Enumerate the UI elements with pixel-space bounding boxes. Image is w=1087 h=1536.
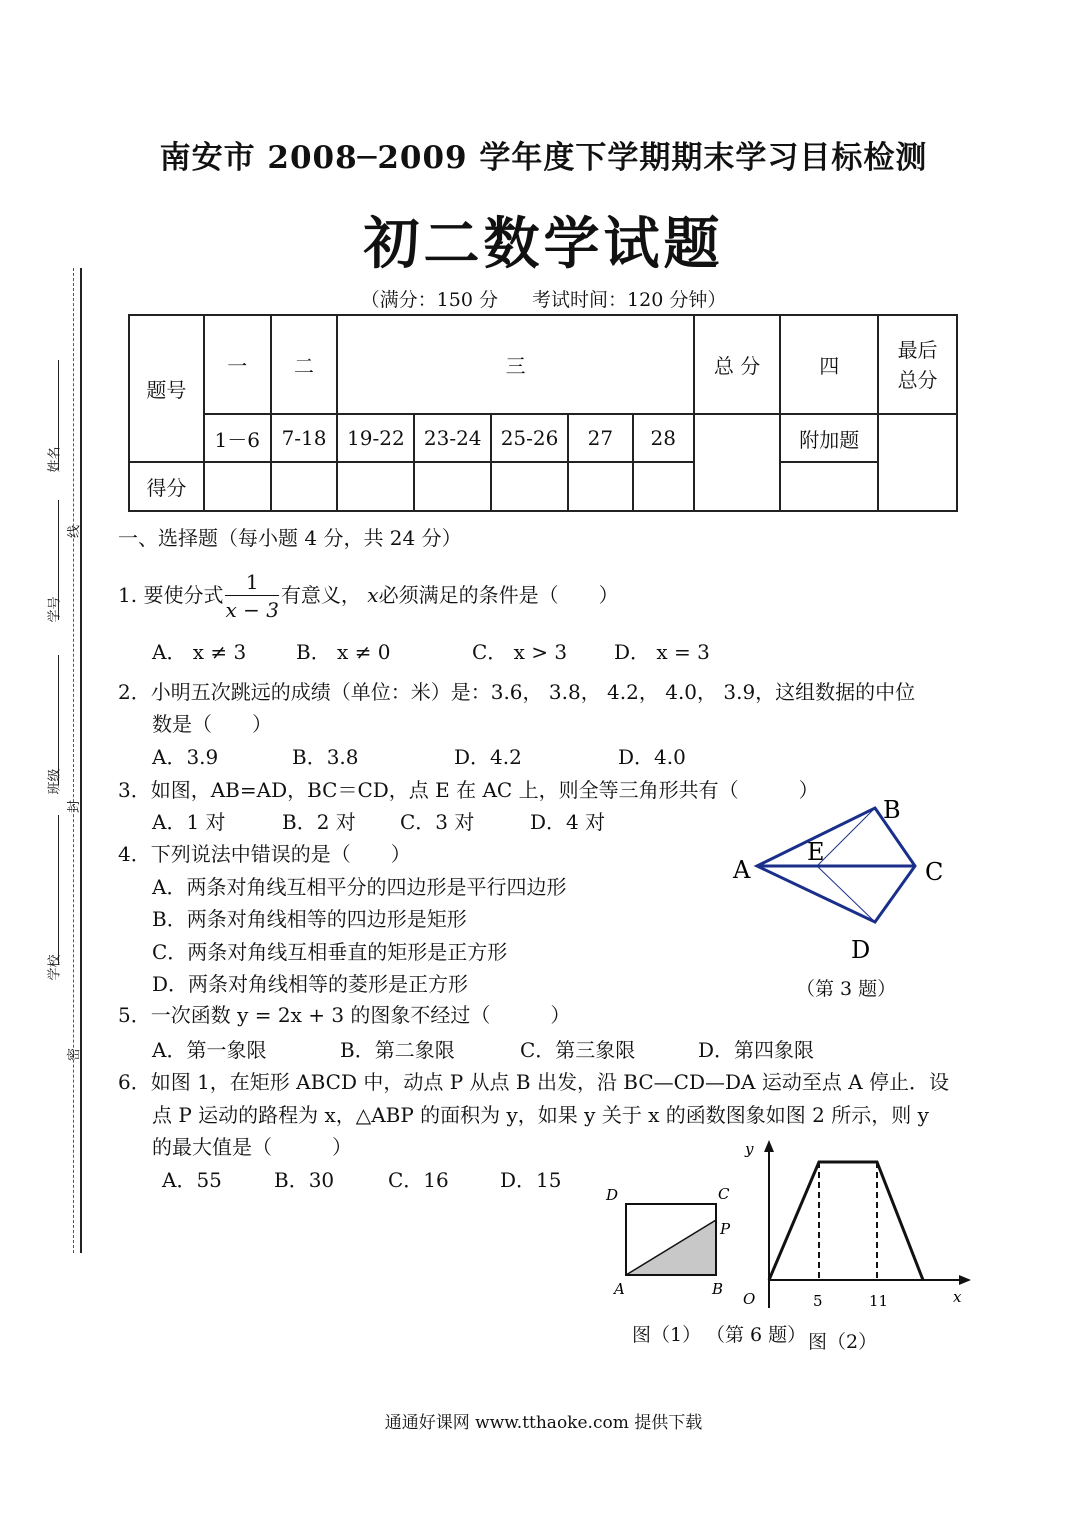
score-table-extra: 附加题 — [780, 414, 878, 462]
score-table-label-score: 得分 — [129, 462, 204, 511]
score-cell-3[interactable] — [337, 462, 414, 511]
q3-option-d[interactable]: D．4 对 — [530, 810, 606, 834]
q3-option-b[interactable]: B．2 对 — [282, 810, 356, 834]
score-cell-6[interactable] — [568, 462, 633, 511]
binding-solid-line — [80, 268, 82, 1253]
q3-label-a: A — [733, 856, 751, 884]
q2-option-c[interactable]: D．4.2 — [454, 745, 522, 769]
margin-line-label: 线 — [67, 524, 83, 539]
margin-secret-label: 密 — [67, 1047, 83, 1062]
q6-fig2-label-o: O — [743, 1290, 756, 1308]
q6-x-axis-arrow-icon — [959, 1275, 971, 1285]
score-table-part3: 三 — [337, 315, 693, 414]
q1-var: x — [367, 583, 379, 607]
school-fill-line — [58, 815, 59, 965]
q1-options — [152, 636, 710, 668]
q6-option-a[interactable]: A．55 — [162, 1168, 222, 1192]
score-cell-1[interactable] — [204, 462, 271, 511]
score-range-2: 7-18 — [271, 414, 338, 462]
q6-options — [162, 1164, 561, 1196]
q1-option-d[interactable]: D． x = 3 — [614, 640, 710, 664]
q6-fig1-caption: 图（1） — [632, 1324, 702, 1346]
q6-line2: 点 P 运动的路程为 x，△ABP 的面积为 y，如果 y 关于 x 的函数图象如图 2 所示，则 y — [152, 1103, 929, 1127]
q2-line2: 数是（ ） — [152, 712, 272, 736]
q1-numerator: 1 — [225, 569, 278, 596]
score-cell-2[interactable] — [271, 462, 338, 511]
score-range-6: 27 — [568, 414, 633, 462]
q3-label-e: E — [807, 838, 825, 866]
q6-option-c[interactable]: C．16 — [388, 1168, 449, 1192]
score-table-part4: 四 — [780, 315, 878, 414]
q6-fig1-label-c: C — [718, 1185, 730, 1203]
q6-line1: 6．如图 1，在矩形 ABCD 中，动点 P 从点 B 出发，沿 BC—CD—DA 运动至点 A 停止．设 — [118, 1070, 950, 1094]
q5-option-d[interactable]: D．第四象限 — [698, 1038, 815, 1062]
q1-suffix: 有意义， — [280, 583, 361, 607]
footer-source: 通通好课网 www.tthaoke.com 提供下载 — [384, 1413, 703, 1433]
exam-time: 考试时间：120 分钟） — [532, 289, 727, 311]
q1-option-b[interactable]: B． x ≠ 0 — [296, 640, 391, 664]
q6-figure2 — [735, 1136, 980, 1316]
score-table-part1: 一 — [204, 315, 271, 414]
q3-segment-ed — [817, 866, 875, 922]
q1-prefix: 1. 要使分式 — [118, 583, 224, 607]
q3-line1: 3．如图，AB=AD，BC＝CD，点 E 在 AC 上，则全等三角形共有（ ） — [118, 778, 819, 802]
q4-option-d[interactable]: D．两条对角线相等的菱形是正方形 — [152, 972, 469, 996]
score-table-total: 总 分 — [694, 315, 781, 414]
margin-seal-label: 封 — [67, 799, 83, 814]
q6-function-graph — [769, 1162, 923, 1280]
question-1 — [118, 565, 619, 625]
q5-options — [152, 1034, 814, 1066]
q1-fraction — [225, 569, 278, 624]
score-cell-extra[interactable] — [780, 462, 878, 511]
margin-name-label: 姓名 — [47, 446, 63, 473]
q6-caption: （第 6 题） — [706, 1324, 807, 1346]
q6-fig1-label-p: P — [720, 1220, 731, 1238]
q6-option-b[interactable]: B．30 — [274, 1168, 335, 1192]
score-cell-5[interactable] — [491, 462, 568, 511]
class-fill-line — [58, 655, 59, 785]
score-table-final-total — [878, 315, 957, 414]
q1-denominator: x − 3 — [225, 598, 279, 622]
total-score-cell[interactable] — [694, 414, 781, 511]
q6-option-d[interactable]: D．15 — [500, 1168, 562, 1192]
q3-option-a[interactable]: A．1 对 — [152, 810, 226, 834]
margin-student-no-label: 学号 — [47, 596, 63, 623]
q4-option-a[interactable]: A．两条对角线互相平分的四边形是平行四边形 — [152, 875, 567, 899]
score-table-part2: 二 — [271, 315, 338, 414]
q6-fig1-label-d: D — [606, 1186, 619, 1204]
final-total-line2: 总分 — [897, 367, 938, 392]
q4-option-c[interactable]: C．两条对角线互相垂直的矩形是正方形 — [152, 940, 508, 964]
q2-option-b[interactable]: B．3.8 — [292, 745, 359, 769]
q2-options — [152, 741, 686, 773]
q6-fig1-label-a: A — [614, 1280, 625, 1298]
q6-figure1 — [600, 1180, 740, 1305]
section1-heading: 一、选择题（每小题 4 分，共 24 分） — [118, 526, 462, 550]
q6-fig2-label-x: x — [953, 1288, 962, 1306]
q2-option-d[interactable]: D．4.0 — [618, 745, 686, 769]
score-range-3: 19-22 — [337, 414, 414, 462]
q1-suffix2: 必须满足的条件是（ ） — [378, 583, 619, 607]
q3-figure — [725, 790, 955, 970]
score-cell-4[interactable] — [414, 462, 491, 511]
margin-school-label: 学校 — [47, 954, 63, 981]
full-score: （满分：150 分 — [360, 289, 498, 311]
exam-meta — [0, 285, 1087, 312]
q6-y-axis-arrow-icon — [764, 1140, 774, 1152]
score-range-7: 28 — [633, 414, 694, 462]
q6-fig2-label-y: y — [745, 1140, 754, 1158]
q6-fig2-tick-11: 11 — [869, 1292, 889, 1310]
binding-dashed-line — [73, 268, 74, 1253]
q5-option-b[interactable]: B．第二象限 — [340, 1038, 455, 1062]
margin-class-label: 班级 — [47, 768, 63, 795]
q3-option-c[interactable]: C．3 对 — [400, 810, 475, 834]
q3-caption: （第 3 题） — [796, 978, 897, 1000]
q6-fig2-caption: 图（2） — [808, 1331, 878, 1353]
q5-option-a[interactable]: A．第一象限 — [152, 1038, 267, 1062]
q3-label-b: B — [883, 796, 901, 824]
final-total-score-cell[interactable] — [878, 414, 957, 511]
q3-label-c: C — [925, 858, 944, 886]
score-range-1: 1－6 — [204, 414, 271, 462]
q4-line1: 4．下列说法中错误的是（ ） — [118, 842, 411, 866]
score-range-5: 25-26 — [491, 414, 568, 462]
q3-label-d: D — [851, 936, 871, 964]
exam-subtitle: 南安市 2008─2009 学年度下学期期末学习目标检测 — [159, 140, 928, 176]
q6-fig2-tick-5: 5 — [813, 1292, 823, 1310]
q2-option-a[interactable]: A．3.9 — [152, 745, 219, 769]
q1-option-c[interactable]: C． x > 3 — [472, 640, 568, 664]
q3-segment-eb — [817, 808, 875, 866]
score-range-4: 23-24 — [414, 414, 491, 462]
final-total-line1: 最后 — [897, 337, 938, 362]
exam-title: 初二数学试题 — [363, 211, 724, 277]
score-cell-7[interactable] — [633, 462, 694, 511]
q3-options — [152, 806, 605, 838]
q2-line1: 2．小明五次跳远的成绩（单位：米）是：3.6， 3.8， 4.2， 4.0， 3.9，这组数据的中位 — [118, 680, 916, 704]
q4-option-b[interactable]: B．两条对角线相等的四边形是矩形 — [152, 907, 467, 931]
score-table — [128, 314, 958, 512]
q6-fig1-label-b: B — [712, 1280, 724, 1298]
q6-line3: 的最大值是（ ） — [152, 1135, 352, 1159]
q1-option-a[interactable]: A． x ≠ 3 — [152, 640, 247, 664]
score-table-label-no: 题号 — [129, 315, 204, 462]
q5-line1: 5．一次函数 y = 2x + 3 的图象不经过（ ） — [118, 1003, 571, 1027]
q5-option-c[interactable]: C．第三象限 — [520, 1038, 636, 1062]
